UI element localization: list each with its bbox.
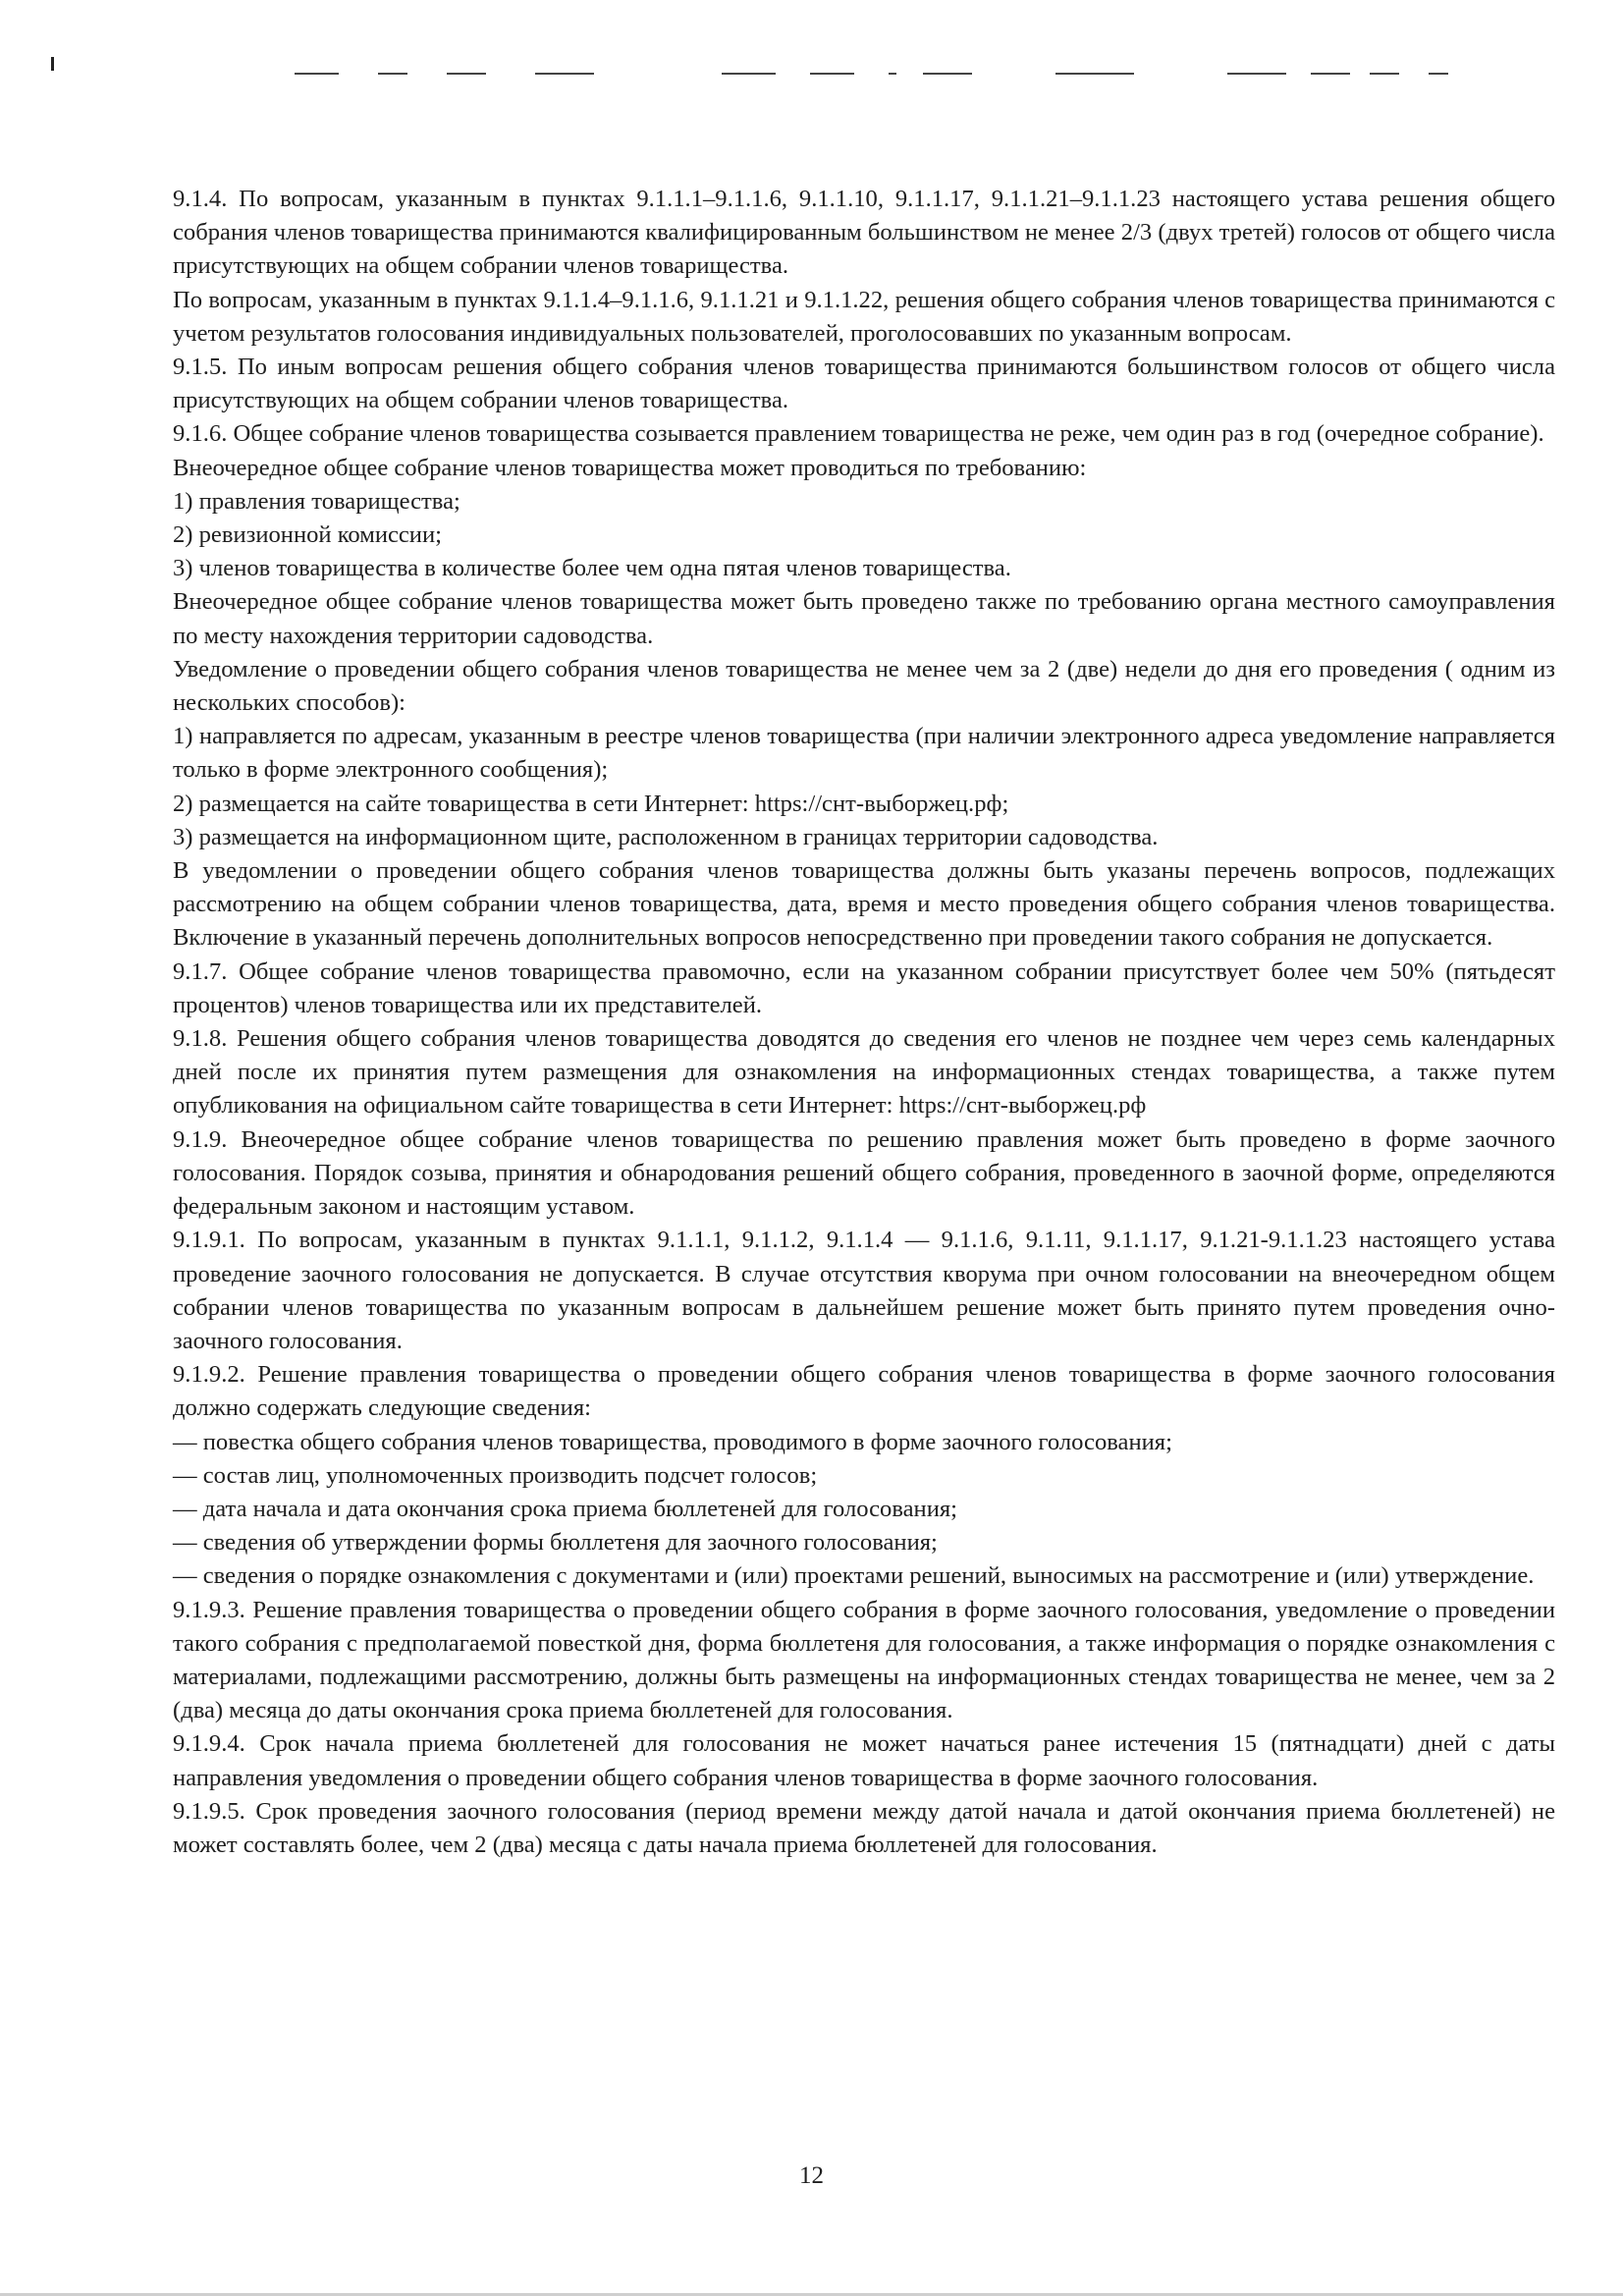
header-dash-line (285, 73, 1551, 77)
paragraph-9-1-9-1: 9.1.9.1. По вопросам, указанным в пунктах 9.1.1.1, 9.1.1.2, 9.1.1.4 — 9.1.1.6, 9.1.11, 9.1.1.17, 9.1.21-9.1.1.23 настоящего устава проведение заочного голосования не допускается. В случае отсутствия кворума при очном голосовании на внеочередном общем собрании членов товарищества по указанным вопросам в дальнейшем решение может быть принято путем проведения очно-заочного голосования. (173, 1227, 1555, 1354)
paragraph-extraordinary-meeting: Внеочередное общее собрание членов товарищества может проводиться по требованию: (173, 454, 1087, 481)
paragraph-9-1-9-3: 9.1.9.3. Решение правления товарищества о проведении общего собрания в форме заочного голосования, уведомление о проведении такого собрания с предполагаемой повесткой дня, форма бюллетеня для голосования, а также информация о порядке ознакомления с материалами, подлежащими рассмотрению, должны быть размещены на информационных стендах товарищества не менее, чем за 2 (два) месяца до даты окончания срока приема бюллетеней для голосования. (173, 1596, 1555, 1724)
document-body (173, 183, 1555, 1862)
page-number: 12 (799, 2162, 824, 2189)
paragraph-9-1-5: 9.1.5. По иным вопросам решения общего собрания членов товарищества принимаются большинством голосов от общего числа присутствующих на общем собрании членов товарищества. (173, 354, 1555, 414)
paragraph-local-government: Внеочередное общее собрание членов товарищества может быть проведено также по требованию органа местного самоуправления по месту нахождения территории садоводства. (173, 588, 1555, 649)
paragraph-9-1-9-5: 9.1.9.5. Срок проведения заочного голосования (период времени между датой начала и датой окончания приема бюллетеней) не может составлять более, чем 2 (два) месяца с даты начала приема бюллетеней для голосования. (173, 1797, 1555, 1858)
list-item-address-registry: 1) направляется по адресам, указанным в реестре членов товарищества (при наличии электронного адреса уведомление направляется только в форме электронного сообщения); (173, 723, 1555, 784)
list-item-website: 2) размещается на сайте товарищества в сети Интернет: https://снт-выборжец.рф; (173, 790, 1009, 817)
list-item-board: 1) правления товарищества; (173, 487, 460, 515)
paragraph-9-1-4: 9.1.4. По вопросам, указанным в пунктах 9.1.1.1–9.1.1.6, 9.1.1.10, 9.1.1.17, 9.1.1.21–9.1.1.23 настоящего устава решения общего собрания членов товарищества принимаются квалифицированным большинством не менее 2/3 (двух третей) голосов от общего числа присутствующих на общем собрании членов товарищества. (173, 186, 1555, 280)
list-item-counters: — состав лиц, уполномоченных производить подсчет голосов; (173, 1461, 818, 1489)
scan-artifact (51, 57, 54, 71)
list-item-agenda: — повестка общего собрания членов товарищества, проводимого в форме заочного голосования; (173, 1428, 1172, 1455)
paragraph-9-1-8: 9.1.8. Решения общего собрания членов товарищества доводятся до сведения его членов не позднее чем через семь календарных дней после их принятия путем размещения для ознакомления на информационных стендах товарищества, а также путем опубликования на официальном сайте товарищества в сети Интернет: https://снт-выборжец.рф (173, 1025, 1555, 1120)
paragraph-notification-content: В уведомлении о проведении общего собрания членов товарищества должны быть указаны перечень вопросов, подлежащих рассмотрению на общем собрании членов товарищества, дата, время и место проведения общего собрания членов товарищества. Включение в указанный перечень дополнительных вопросов непосредственно при проведении такого собрания не допускается. (173, 857, 1555, 952)
list-item-info-board: 3) размещается на информационном щите, расположенном в границах территории садоводства. (173, 823, 1159, 850)
paragraph-9-1-7: 9.1.7. Общее собрание членов товарищества правомочно, если на указанном собрании присутствует более чем 50% (пятьдесят процентов) членов товарищества или их представителей. (173, 957, 1555, 1018)
list-item-members: 3) членов товарищества в количестве более чем одна пятая членов товарищества. (173, 555, 1011, 582)
paragraph-9-1-9-4: 9.1.9.4. Срок начала приема бюллетеней для голосования не может начаться ранее истечения 15 (пятнадцати) дней с даты направления уведомления о проведении общего собрания членов товарищества в форме заочного голосования. (173, 1730, 1555, 1791)
list-item-familiarization: — сведения о порядке ознакомления с документами и (или) проектами решений, выносимых на рассмотрение и (или) утверждение. (173, 1562, 1535, 1590)
list-item-ballot-dates: — дата начала и дата окончания срока приема бюллетеней для голосования; (173, 1495, 958, 1522)
list-item-ballot-form: — сведения об утверждении формы бюллетеня для заочного голосования; (173, 1529, 938, 1557)
paragraph-9-1-6: 9.1.6. Общее собрание членов товарищества созывается правлением товарищества не реже, чем один раз в год (очередное собрание). (173, 420, 1544, 448)
paragraph-notification: Уведомление о проведении общего собрания членов товарищества не менее чем за 2 (две) недели до дня его проведения ( одним из нескольких способов): (173, 655, 1555, 717)
list-item-audit-commission: 2) ревизионной комиссии; (173, 521, 442, 549)
paragraph-9-1-9-2: 9.1.9.2. Решение правления товарищества о проведении общего собрания членов товарищества в форме заочного голосования должно содержать следующие сведения: (173, 1361, 1555, 1422)
paragraph-9-1-9: 9.1.9. Внеочередное общее собрание членов товарищества по решению правления может быть проведено в форме заочного голосования. Порядок созыва, принятия и обнародования решений общего собрания, проведенного в заочной форме, определяются федеральным законом и настоящим уставом. (173, 1125, 1555, 1221)
paragraph-9-1-4-individual-users: По вопросам, указанным в пунктах 9.1.1.4–9.1.1.6, 9.1.1.21 и 9.1.1.22, решения общего собрания членов товарищества принимаются с учетом результатов голосования индивидуальных пользователей, проголосовавших по указанным вопросам. (173, 286, 1555, 347)
